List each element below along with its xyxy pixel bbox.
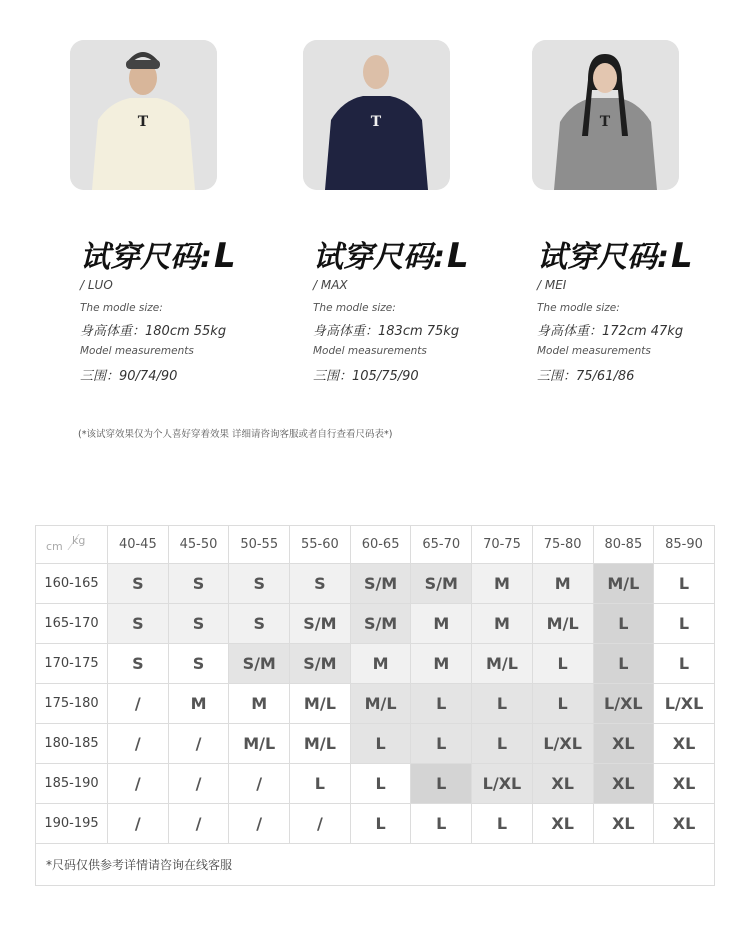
height-weight: 身高体重：183cm 75kg (313, 324, 460, 339)
weight-col-header: 75-80 (532, 526, 593, 564)
size-cell: XL (593, 804, 654, 844)
size-cell: M/L (593, 564, 654, 604)
size-cell: L (350, 764, 411, 804)
tryon-size-max: 试穿尺码:L (313, 236, 469, 276)
size-cell: M/L (229, 724, 290, 764)
size-cell: / (290, 804, 351, 844)
size-cell: S (229, 604, 290, 644)
size-cell: L (532, 684, 593, 724)
size-cell: M/L (532, 604, 593, 644)
measurements-label: Model measurements (537, 345, 651, 357)
model-name: / MEI (537, 278, 567, 292)
size-cell: M/L (350, 684, 411, 724)
table-row (36, 644, 715, 684)
size-cell: L (593, 604, 654, 644)
modle-size-label: The modle size: (313, 302, 396, 314)
size-cell: L (654, 644, 715, 684)
size-cell: L (472, 724, 533, 764)
height-row-header: 185-190 (36, 764, 108, 804)
size-cell: XL (654, 764, 715, 804)
model-photo-max (303, 40, 450, 190)
size-cell: XL (593, 764, 654, 804)
table-row (36, 564, 715, 604)
height-row-header: 180-185 (36, 724, 108, 764)
footnote-row (36, 844, 715, 886)
size-cell: M (350, 644, 411, 684)
weight-col-header: 55-60 (290, 526, 351, 564)
size-cell: / (108, 804, 169, 844)
size-cell: / (168, 804, 229, 844)
measurements-value: 三围：75/61/86 (537, 369, 635, 384)
size-cell: S (108, 644, 169, 684)
size-cell: M (472, 564, 533, 604)
size-cell: L (654, 604, 715, 644)
size-cell: S (108, 564, 169, 604)
size-cell: L/XL (593, 684, 654, 724)
size-cell: L (472, 804, 533, 844)
tryon-size-luo: 试穿尺码:L (80, 236, 236, 276)
size-cell: S (229, 564, 290, 604)
measurements-label: Model measurements (80, 345, 194, 357)
height-row-header: 175-180 (36, 684, 108, 724)
tryon-disclaimer: (*该试穿效果仅为个人喜好穿着效果 详细请咨询客服或者自行查看尺码表*) (78, 429, 393, 440)
measurements-value: 三围：105/75/90 (313, 369, 419, 384)
height-row-header: 165-170 (36, 604, 108, 644)
weight-col-header: 85-90 (654, 526, 715, 564)
table-row (36, 724, 715, 764)
table-row (36, 604, 715, 644)
size-cell: L (472, 684, 533, 724)
size-cell: XL (654, 804, 715, 844)
table-row (36, 684, 715, 724)
size-cell: XL (532, 804, 593, 844)
size-footnote: *尺码仅供参考详情请咨询在线客服 (36, 844, 715, 886)
height-weight: 身高体重：172cm 47kg (537, 324, 684, 339)
corner-kg: kg (72, 534, 86, 547)
size-cell: S/M (350, 604, 411, 644)
size-cell: M (472, 604, 533, 644)
svg-text:T: T (599, 114, 611, 130)
size-cell: S (290, 564, 351, 604)
size-cell: M (411, 644, 472, 684)
size-cell: / (108, 764, 169, 804)
corner-cell (36, 526, 108, 564)
svg-text:T: T (370, 114, 382, 130)
size-cell: / (168, 724, 229, 764)
size-chart-table (35, 525, 715, 886)
size-cell: / (168, 764, 229, 804)
size-cell: / (229, 764, 290, 804)
size-cell: L (411, 764, 472, 804)
weight-header-row (36, 526, 715, 564)
size-cell: S (168, 604, 229, 644)
weight-col-header: 70-75 (472, 526, 533, 564)
size-cell: S/M (411, 564, 472, 604)
size-cell: / (229, 804, 290, 844)
size-cell: L (411, 724, 472, 764)
size-cell: L (593, 644, 654, 684)
measurements-value: 三围：90/74/90 (80, 369, 178, 384)
size-cell: L (290, 764, 351, 804)
measurements-label: Model measurements (313, 345, 427, 357)
height-row-header: 170-175 (36, 644, 108, 684)
size-cell: / (108, 684, 169, 724)
size-cell: S (168, 564, 229, 604)
size-cell: S/M (290, 604, 351, 644)
model-photo-mei (532, 40, 679, 190)
size-cell: XL (654, 724, 715, 764)
size-cell: L/XL (472, 764, 533, 804)
model-name: / MAX (313, 278, 348, 292)
size-cell: XL (593, 724, 654, 764)
size-cell: L (532, 644, 593, 684)
height-row-header: 190-195 (36, 804, 108, 844)
weight-col-header: 50-55 (229, 526, 290, 564)
weight-col-header: 80-85 (593, 526, 654, 564)
model-name: / LUO (80, 278, 113, 292)
size-cell: M (411, 604, 472, 644)
size-cell: M (229, 684, 290, 724)
size-cell: L (411, 684, 472, 724)
size-cell: S/M (290, 644, 351, 684)
tryon-size-mei: 试穿尺码:L (537, 236, 693, 276)
modle-size-label: The modle size: (80, 302, 163, 314)
weight-col-header: 65-70 (411, 526, 472, 564)
model-hoodie-image (303, 40, 450, 190)
corner-cm: cm (46, 540, 63, 553)
height-row-header: 160-165 (36, 564, 108, 604)
size-cell: M/L (290, 724, 351, 764)
weight-col-header: 40-45 (108, 526, 169, 564)
model-hoodie-image (70, 40, 217, 190)
model-hoodie-image (532, 40, 679, 190)
size-cell: S (108, 604, 169, 644)
size-cell: M/L (290, 684, 351, 724)
size-cell: M (532, 564, 593, 604)
size-cell: XL (532, 764, 593, 804)
size-cell: L/XL (532, 724, 593, 764)
size-cell: S/M (229, 644, 290, 684)
height-weight: 身高体重：180cm 55kg (80, 324, 227, 339)
size-cell: L (654, 564, 715, 604)
size-cell: L (350, 724, 411, 764)
weight-col-header: 45-50 (168, 526, 229, 564)
size-cell: L (350, 804, 411, 844)
table-row (36, 804, 715, 844)
model-photo-luo (70, 40, 217, 190)
size-cell: S (168, 644, 229, 684)
size-cell: M/L (472, 644, 533, 684)
size-cell: S/M (350, 564, 411, 604)
size-cell: M (168, 684, 229, 724)
table-row (36, 764, 715, 804)
size-cell: L/XL (654, 684, 715, 724)
weight-col-header: 60-65 (350, 526, 411, 564)
size-cell: L (411, 804, 472, 844)
size-cell: / (108, 724, 169, 764)
svg-text:T: T (137, 114, 149, 130)
modle-size-label: The modle size: (537, 302, 620, 314)
